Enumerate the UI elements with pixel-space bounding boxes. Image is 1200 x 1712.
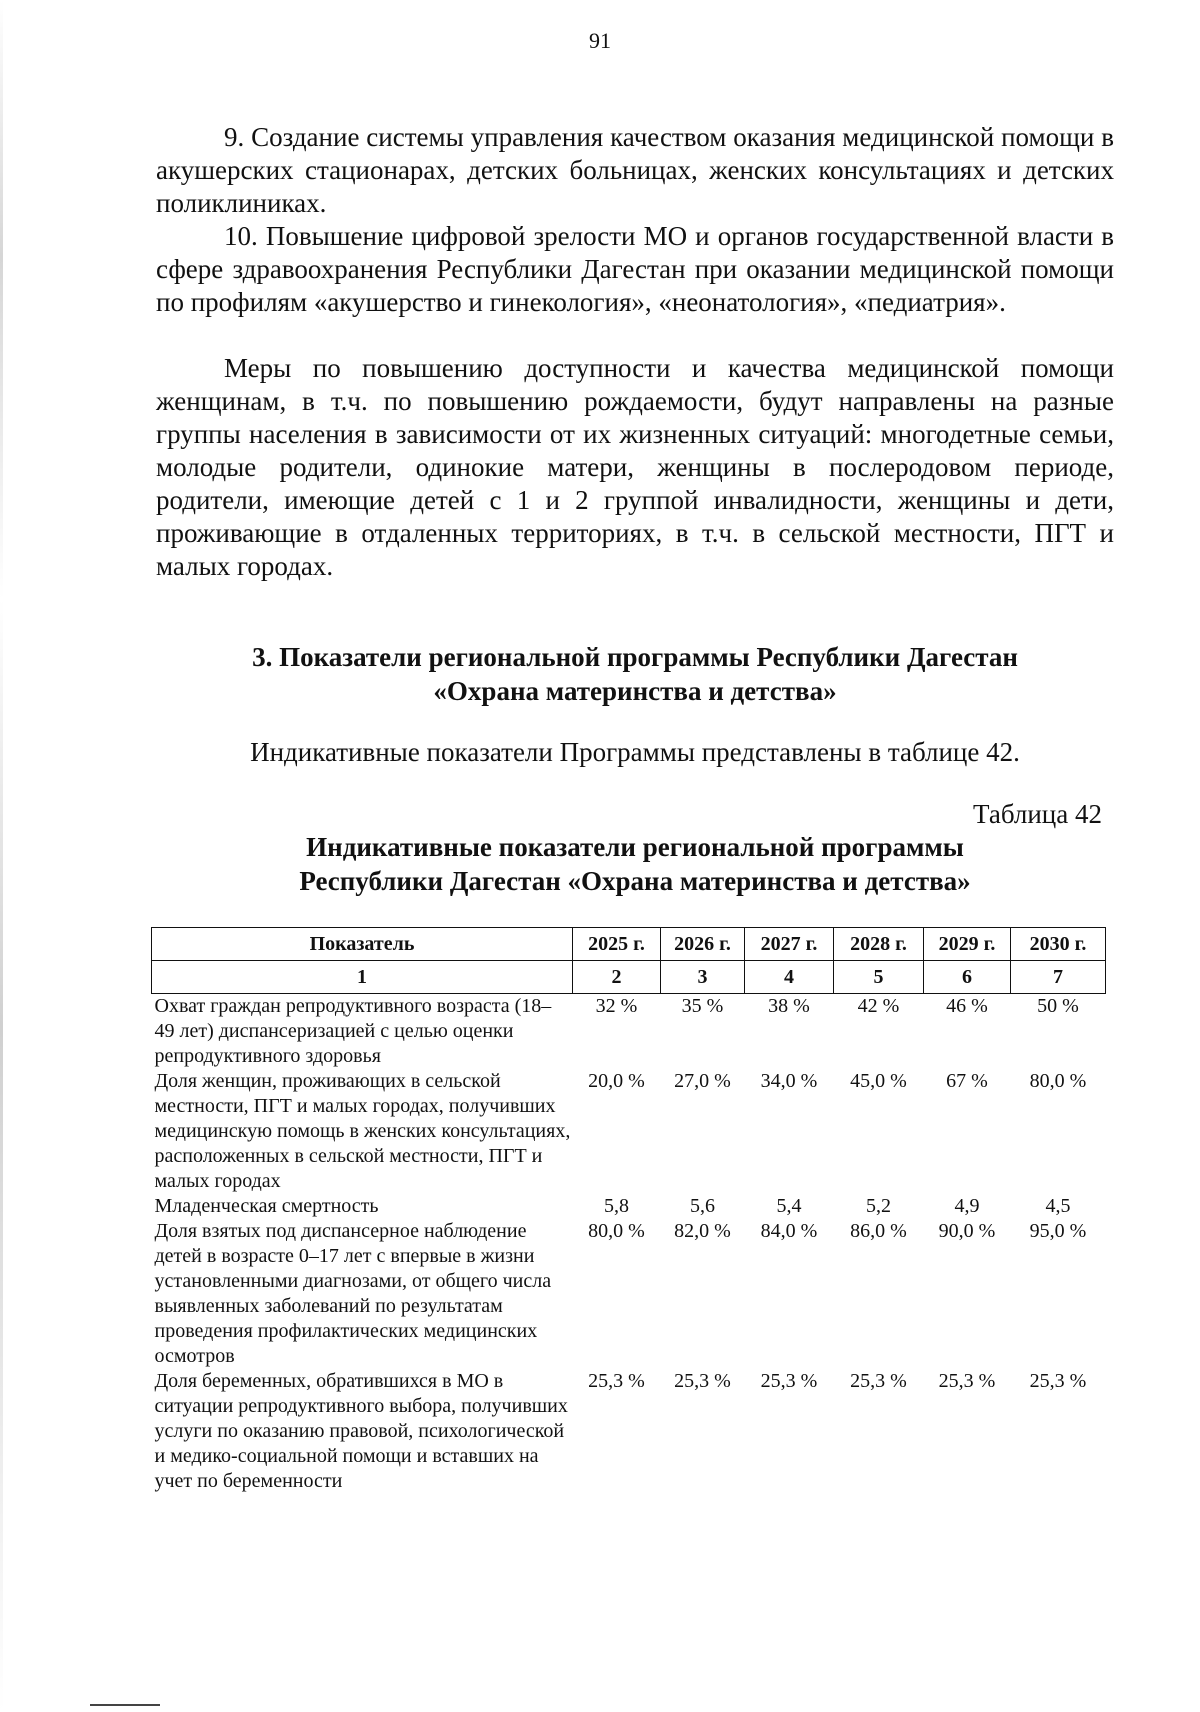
paragraph-item-10: 10. Повышение цифровой зрелости МО и органов государственной власти в сфере здравоохранения Республики Дагестан при оказании медицинской помощи по профилям «акушерство и гинекология», «неонатология», «педиатрия». [156,221,1114,317]
row-value-2025: 5,8 [604,1195,629,1217]
row-value-2029: 25,3 % [938,1370,996,1392]
table-row [152,1219,1106,1369]
row-indicator-name: Доля взятых под диспансерное наблюдение детей в возрасте 0–17 лет с впервые в жизни установленными диагнозами, от общего числа выявленных заболеваний по результатам проведения профилактических медицинских осмотров [154,1220,552,1367]
table-row [152,1369,1106,1494]
page-number: 91 [589,28,611,53]
header-2029: 2029 г. [924,928,1011,961]
row-indicator-name: Младенческая смертность [154,1195,379,1217]
paragraph-measures: Меры по повышению доступности и качества медицинской помощи женщинам, в т.ч. по повышению рождаемости, будут направлены на разные группы населения в зависимости от их жизненных ситуаций: многодетные семьи, молодые родители, одинокие матери, женщины в послеродовом периоде, родители, имеющие детей с 1 и 2 группой инвалидности, женщины и дети, проживающие в отдаленных территориях, в т.ч. в сельской местности, ПГТ и малых городах. [156,353,1114,581]
row-value-2029: 46 % [946,995,988,1017]
header-2028: 2028 г. [834,928,924,961]
table-row [152,1194,1106,1219]
row-value-2027: 38 % [768,995,810,1017]
row-value-2030: 4,5 [1045,1195,1071,1217]
table-column-number-row [152,961,1106,994]
row-indicator-name: Охват граждан репродуктивного возраста (18–49 лет) диспансеризацией с целью оценки репродуктивного здоровья [154,995,552,1067]
row-value-2029: 4,9 [954,1195,980,1217]
section-heading-line-2: «Охрана материнства и детства» [433,676,837,706]
column-number-7: 7 [1011,961,1106,994]
header-indicator: Показатель [152,928,573,961]
row-value-2025: 25,3 % [588,1370,645,1392]
section-intro: Индикативные показатели Программы представлены в таблице 42. [250,737,1020,767]
paragraph-item-9: 9. Создание системы управления качеством оказания медицинской помощи в акушерских стационарах, детских больницах, женских консультациях и детских поликлиниках. [156,122,1114,218]
row-value-2028: 45,0 % [850,1070,907,1092]
row-value-2026: 5,6 [690,1195,715,1217]
row-indicator-name: Доля женщин, проживающих в сельской местности, ПГТ и малых городах, получивших медицинскую помощь в женских консультациях, расположенных в сельской местности, ПГТ и малых городах [154,1070,571,1192]
table-title-line-2: Республики Дагестан «Охрана материнства и детства» [299,866,971,896]
row-indicator-name: Доля беременных, обратившихся в МО в ситуации репродуктивного выбора, получивших услуги по оказанию правовой, психологической и медико-социальной помощи и вставших на учет по беременности [154,1370,568,1492]
row-value-2026: 27,0 % [674,1070,731,1092]
section-heading [0,640,1200,708]
table-label: Таблица 42 [973,799,1102,829]
row-value-2027: 84,0 % [760,1220,818,1242]
row-value-2026: 25,3 % [674,1370,731,1392]
column-number-5: 5 [834,961,924,994]
row-value-2025: 32 % [595,995,638,1017]
column-number-2: 2 [573,961,661,994]
row-value-2027: 5,4 [776,1195,802,1217]
header-2025: 2025 г. [573,928,661,961]
table-row [152,1069,1106,1194]
table-title [0,830,1200,898]
row-value-2028: 5,2 [866,1195,891,1217]
row-value-2030: 80,0 % [1029,1070,1087,1092]
row-value-2028: 42 % [857,995,900,1017]
row-value-2027: 34,0 % [760,1070,818,1092]
column-number-4: 4 [745,961,834,994]
row-value-2030: 25,3 % [1029,1370,1087,1392]
row-value-2026: 35 % [681,995,724,1017]
indicators-table [151,927,1106,1494]
column-number-6: 6 [924,961,1011,994]
row-value-2025: 20,0 % [588,1070,645,1092]
table-header-row [152,928,1106,961]
row-value-2029: 67 % [946,1070,988,1092]
row-value-2027: 25,3 % [760,1370,818,1392]
row-value-2025: 80,0 % [588,1220,645,1242]
table-title-line-1: Индикативные показатели региональной программы [306,832,964,862]
table-row [152,994,1106,1070]
header-2026: 2026 г. [661,928,745,961]
row-value-2030: 50 % [1037,995,1079,1017]
row-value-2030: 95,0 % [1029,1220,1087,1242]
row-value-2028: 25,3 % [850,1370,907,1392]
row-value-2026: 82,0 % [674,1220,731,1242]
column-number-3: 3 [661,961,745,994]
section-heading-line-1: 3. Показатели региональной программы Республики Дагестан [252,642,1018,672]
row-value-2028: 86,0 % [850,1220,907,1242]
header-2030: 2030 г. [1011,928,1106,961]
column-number-1: 1 [152,961,573,994]
header-2027: 2027 г. [745,928,834,961]
footer-dash [90,1704,160,1706]
row-value-2029: 90,0 % [938,1220,996,1242]
